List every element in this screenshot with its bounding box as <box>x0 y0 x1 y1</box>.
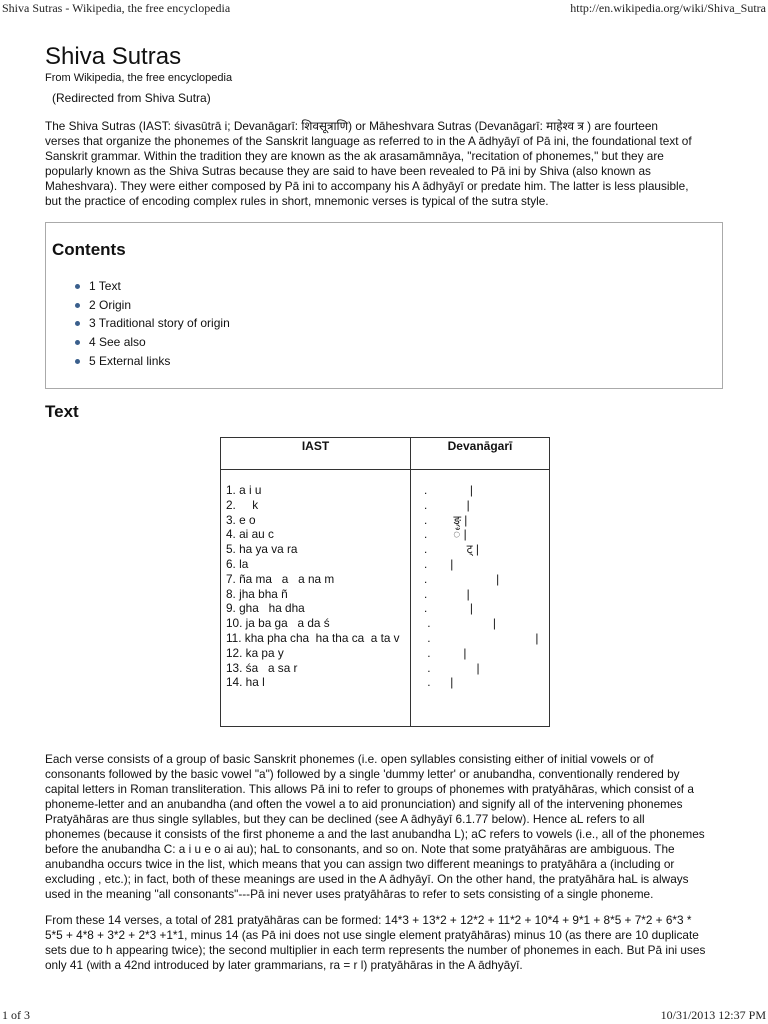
para-line: only 41 (with a 42nd introduced by later grammarians, ra = r l) pratyāhāras in the A ādhyāyī. <box>45 958 523 972</box>
para-line: From these 14 verses, a total of 281 pratyāhāras can be formed: 14*3 + 13*2 + 12*2 + 11*2 + 10*4 + 9*1 + 8*5 + 7*2 + 6*3 * <box>45 913 692 927</box>
table-header-iast: IAST <box>221 438 411 470</box>
iast-row: 7. ña ma a a na m <box>226 571 335 586</box>
para-line: before the anubandha C: a i u e o ai au); haL to consonants, and so on. Note that some pratyāhāras are ambiguous. The <box>45 842 675 856</box>
toc-item-origin[interactable]: 2 Origin <box>75 298 230 317</box>
devanagari-row: . | <box>424 571 500 586</box>
intro-line: verses that organize the phonemes of the Sanskrit language as referred to in the A ādhyāyī of Pā ini, the foundational text of <box>45 134 692 148</box>
intro-line: popularly known as the Shiva Sutras because they are said to have been revealed to Pā ini by Shiva (also known as <box>45 164 651 178</box>
iast-row: 8. jha bha ñ <box>226 586 288 601</box>
paragraph-count <box>45 913 725 973</box>
iast-cell <box>221 470 411 727</box>
devanagari-rows <box>412 471 548 725</box>
para-line: consonants followed by the basic vowel "a") followed by a single 'dummy letter' or anubandha, conventionally rendered by <box>45 767 680 781</box>
toc-item-traditional-story[interactable]: 3 Traditional story of origin <box>75 316 230 335</box>
intro-paragraph <box>45 119 725 209</box>
print-footer-page: 1 of 3 <box>2 1008 30 1022</box>
iast-row: 1. a i u <box>226 483 262 497</box>
page-title: Shiva Sutras <box>45 43 182 70</box>
devanagari-row: . | <box>424 601 473 616</box>
devanagari-row: . | <box>424 556 454 571</box>
devanagari-row: . | <box>424 483 473 497</box>
print-header-title: Shiva Sutras - Wikipedia, the free encyclopedia <box>2 1 231 15</box>
site-subtitle: From Wikipedia, the free encyclopedia <box>45 72 233 84</box>
iast-row: 11. kha pha cha ha tha ca a ta v <box>226 630 400 645</box>
devanagari-row: . ँ | <box>424 527 467 542</box>
table-of-contents <box>45 222 723 389</box>
iast-row: 10. ja ba ga a da ś <box>226 616 330 631</box>
devanagari-cell <box>411 470 550 727</box>
iast-row: 9. gha ha dha <box>226 601 305 616</box>
iast-row: 14. ha l <box>226 675 265 690</box>
toc-item-external-links[interactable]: 5 External links <box>75 354 230 373</box>
intro-line: The Shiva Sutras (IAST: śivasūtrā i; Devanāgarī: शिवसूत्राणि) or Māheshvara Sutras (Devanāgarī: माहेश्व त्र ) are fourteen <box>45 119 658 133</box>
devanagari-row: . | <box>424 630 539 645</box>
para-line: used in the meaning "all consonants"---Pā ini never uses pratyāhāras to refer to sets consisting of a single phoneme. <box>45 887 654 901</box>
iast-row: 2. k <box>226 497 259 512</box>
devanagari-row: . ङ् | <box>424 512 468 527</box>
para-line: Pratyāhāras are thus single syllables, but they can be declined (see A ādhyāyī 6.1.77 below). Hence aL refers to all <box>45 812 645 826</box>
para-line: 5*5 + 4*8 + 3*2 + 2*3 +1*1, minus 14 (as Pā ini does not use single element pratyāhāras) minus 10 (as there are 10 duplicate <box>45 928 699 942</box>
iast-rows <box>222 471 409 725</box>
redirect-note: (Redirected from Shiva Sutra) <box>52 91 211 105</box>
iast-row: 6. la <box>226 556 249 571</box>
para-line: excluding , etc.); in fact, both of these meanings are used in the A ādhyāyī. On the other hand, the pratyāhāra haL is always <box>45 872 689 886</box>
devanagari-row: . | <box>424 616 496 631</box>
para-line: anubandha occurs twice in the list, which means that you can assign two different meanings to pratyāhāra a (including or <box>45 857 675 871</box>
para-line: phoneme-letter and an anubandha (and often the vowel a to aid pronunciation) and signify all of the intervening phonemes <box>45 797 683 811</box>
para-line: Each verse consists of a group of basic Sanskrit phonemes (i.e. open syllables consisting either of initial vowels or of <box>45 752 654 766</box>
print-header-url: http://en.wikipedia.org/wiki/Shiva_Sutra <box>570 1 766 15</box>
iast-row: 12. ka pa y <box>226 645 284 660</box>
devanagari-row: . | <box>424 660 480 675</box>
toc-list <box>75 279 230 372</box>
iast-row: 4. ai au c <box>226 527 274 542</box>
toc-item-see-also[interactable]: 4 See also <box>75 335 230 354</box>
intro-line: Sanskrit grammar. Within the tradition they are known as the ak arasamāmnāya, "recitation of phonemes," but they are <box>45 149 664 163</box>
shiva-sutras-table <box>220 437 550 727</box>
devanagari-row: . | <box>424 675 454 690</box>
section-heading-text: Text <box>45 402 79 421</box>
devanagari-row: . | <box>424 497 470 512</box>
para-line: phonemes (because it consists of the first phoneme a and the last anubandha L); aC refers to vowels (i.e., all of the phonemes <box>45 827 705 841</box>
toc-title: Contents <box>52 240 126 259</box>
para-line: sets due to h appearing twice); the second multiplier in each term represents the number of phonemes in each. But Pā ini uses <box>45 943 706 957</box>
para-line: capital letters in Roman transliteration. This allows Pā ini to refer to groups of phonemes with pratyāhāras, which consist of a <box>45 782 694 796</box>
paragraph-pratyahara <box>45 752 725 902</box>
devanagari-row: . | <box>424 645 467 660</box>
table-header-devanagari: Devanāgarī <box>411 438 550 470</box>
print-footer-date: 10/31/2013 12:37 PM <box>660 1008 766 1022</box>
devanagari-row: . ट् | <box>424 542 479 557</box>
iast-row: 3. e o <box>226 512 256 527</box>
intro-line: Maheshvara). They were either composed by Pā ini to accompany his A ādhyāyī or predate him. The latter is less plausible, <box>45 179 689 193</box>
iast-row: 5. ha ya va ra <box>226 542 298 557</box>
toc-item-text[interactable]: 1 Text <box>75 279 230 298</box>
iast-row: 13. śa a sa r <box>226 660 298 675</box>
intro-line: but the practice of encoding complex rules in short, mnemonic verses is typical of the sutra style. <box>45 194 549 208</box>
devanagari-row: . | <box>424 586 470 601</box>
